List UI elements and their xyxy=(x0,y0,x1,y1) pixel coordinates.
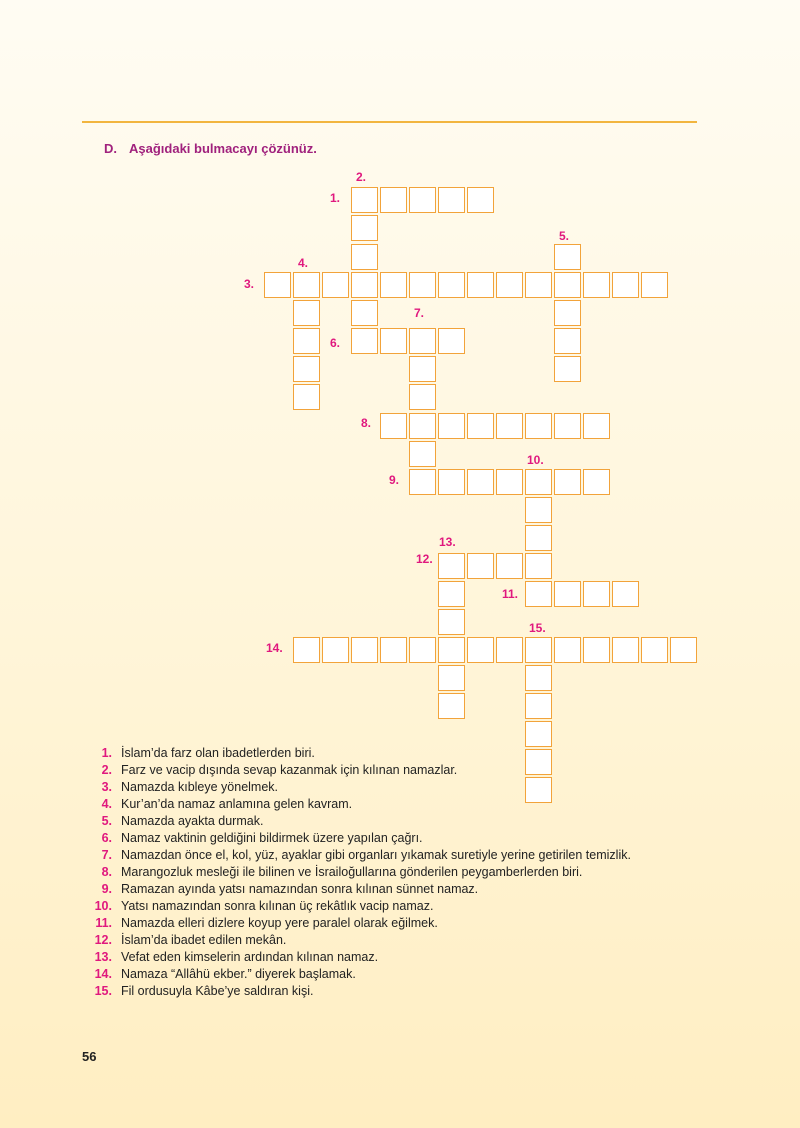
crossword-cell[interactable] xyxy=(438,469,465,495)
clue-item xyxy=(88,983,728,1000)
clue-item-text: Ramazan ayında yatsı namazından sonra kılınan sünnet namaz. xyxy=(121,882,479,896)
crossword-cell[interactable] xyxy=(583,637,610,663)
clue-item xyxy=(88,864,728,881)
clue-number-9: 9. xyxy=(389,473,400,487)
crossword-cell[interactable] xyxy=(409,187,436,213)
clue-item-text: Vefat eden kimselerin ardından kılınan namaz. xyxy=(121,950,379,964)
clue-item-text: Namazdan önce el, kol, yüz, ayaklar gibi organları yıkamak suretiyle yerine getirilen temizlik. xyxy=(121,848,631,862)
clue-item xyxy=(88,881,728,898)
clue-item-number: 14. xyxy=(94,967,112,981)
crossword-cell[interactable] xyxy=(670,637,697,663)
clue-item xyxy=(88,898,728,915)
clue-item-text: Namazda elleri dizlere koyup yere paralel olarak eğilmek. xyxy=(121,916,438,930)
clue-list xyxy=(88,745,728,1000)
clue-item xyxy=(88,915,728,932)
clue-number-8: 8. xyxy=(361,416,372,430)
crossword-cell[interactable] xyxy=(467,272,494,298)
clue-item-number: 7. xyxy=(101,848,112,862)
crossword-cell[interactable] xyxy=(409,272,436,298)
crossword-cell[interactable] xyxy=(409,441,436,467)
crossword-cell[interactable] xyxy=(380,187,407,213)
clue-item xyxy=(88,779,728,796)
crossword-cell[interactable] xyxy=(351,244,378,270)
clue-number-15: 15. xyxy=(529,621,546,635)
clue-number-4: 4. xyxy=(298,256,309,270)
crossword-cell[interactable] xyxy=(351,272,378,298)
crossword-cell[interactable] xyxy=(554,356,581,382)
clue-number-10: 10. xyxy=(527,453,544,467)
clue-number-3: 3. xyxy=(244,277,255,291)
crossword-cell[interactable] xyxy=(322,637,349,663)
crossword-cell[interactable] xyxy=(525,665,552,691)
clue-item-text: Marangozluk mesleği ile bilinen ve İsrailoğullarına gönderilen peygamberlerden biri. xyxy=(121,865,583,879)
crossword-cell[interactable] xyxy=(554,300,581,326)
clue-item xyxy=(88,762,728,779)
clue-item-number: 2. xyxy=(101,763,112,777)
clue-item xyxy=(88,932,728,949)
clue-item-number: 1. xyxy=(101,746,112,760)
crossword-cell[interactable] xyxy=(525,497,552,523)
crossword-cell[interactable] xyxy=(554,469,581,495)
clue-item-text: Farz ve vacip dışında sevap kazanmak için kılınan namazlar. xyxy=(121,763,458,777)
clue-item-text: Namazda ayakta durmak. xyxy=(121,814,264,828)
clue-item-text: Namaz vaktinin geldiğini bildirmek üzere yapılan çağrı. xyxy=(121,831,423,845)
crossword-cell[interactable] xyxy=(380,413,407,439)
crossword-cell[interactable] xyxy=(467,187,494,213)
clue-number-6: 6. xyxy=(330,336,341,350)
crossword-cell[interactable] xyxy=(496,637,523,663)
clue-item-text: Namazda kıbleye yönelmek. xyxy=(121,780,279,794)
crossword-cell[interactable] xyxy=(525,272,552,298)
crossword-cell[interactable] xyxy=(612,272,639,298)
crossword-cell[interactable] xyxy=(525,721,552,747)
crossword-cell[interactable] xyxy=(525,553,552,579)
crossword-cell[interactable] xyxy=(641,637,668,663)
clue-item xyxy=(88,847,728,864)
crossword-cell[interactable] xyxy=(351,637,378,663)
crossword-cell[interactable] xyxy=(554,328,581,354)
crossword-cell[interactable] xyxy=(380,328,407,354)
crossword-cell[interactable] xyxy=(467,553,494,579)
clue-item-text: İslam’da farz olan ibadetlerden biri. xyxy=(121,746,315,760)
crossword-cell[interactable] xyxy=(438,553,465,579)
section-letter: D. xyxy=(104,141,117,156)
clue-item-number: 15. xyxy=(94,984,112,998)
clue-item xyxy=(88,949,728,966)
crossword-cell[interactable] xyxy=(409,637,436,663)
crossword-cell[interactable] xyxy=(496,413,523,439)
crossword-cell[interactable] xyxy=(293,328,320,354)
crossword-cell[interactable] xyxy=(525,581,552,607)
crossword-cell[interactable] xyxy=(438,637,465,663)
crossword-cell[interactable] xyxy=(438,272,465,298)
crossword-cell[interactable] xyxy=(409,469,436,495)
crossword-cell[interactable] xyxy=(554,413,581,439)
crossword-cell[interactable] xyxy=(496,553,523,579)
clue-item-number: 5. xyxy=(101,814,112,828)
crossword-cell[interactable] xyxy=(525,525,552,551)
crossword-cell[interactable] xyxy=(612,637,639,663)
crossword-cell[interactable] xyxy=(583,413,610,439)
crossword-cell[interactable] xyxy=(264,272,291,298)
clue-item-number: 3. xyxy=(101,780,112,794)
clue-item-text: Namaza “Allâhü ekber.” diyerek başlamak. xyxy=(121,967,356,981)
clue-item-number: 6. xyxy=(101,831,112,845)
clue-item-number: 8. xyxy=(101,865,112,879)
clue-item-number: 9. xyxy=(101,882,112,896)
clue-item-number: 13. xyxy=(94,950,112,964)
clue-number-13: 13. xyxy=(439,535,456,549)
clue-item-number: 11. xyxy=(95,916,112,930)
crossword-cell[interactable] xyxy=(438,328,465,354)
crossword-cell[interactable] xyxy=(438,693,465,719)
clue-number-2: 2. xyxy=(356,170,367,184)
crossword-cell[interactable] xyxy=(293,384,320,410)
crossword-cell[interactable] xyxy=(293,356,320,382)
crossword-cell[interactable] xyxy=(293,272,320,298)
page-number: 56 xyxy=(82,1049,97,1064)
crossword-cell[interactable] xyxy=(409,356,436,382)
clue-item xyxy=(88,796,728,813)
crossword-cell[interactable] xyxy=(380,637,407,663)
clue-item-number: 4. xyxy=(101,797,112,811)
crossword-cell[interactable] xyxy=(467,637,494,663)
clue-item xyxy=(88,830,728,847)
clue-item xyxy=(88,745,728,762)
crossword-cell[interactable] xyxy=(525,637,552,663)
crossword-cell[interactable] xyxy=(583,581,610,607)
crossword-cell[interactable] xyxy=(438,581,465,607)
crossword-cell[interactable] xyxy=(351,328,378,354)
clue-item-text: Fil ordusuyla Kâbe’ye saldıran kişi. xyxy=(121,984,314,998)
crossword-cell[interactable] xyxy=(293,637,320,663)
crossword-cell[interactable] xyxy=(438,413,465,439)
crossword-cell[interactable] xyxy=(351,215,378,241)
crossword-cell[interactable] xyxy=(525,693,552,719)
clue-item-text: İslam’da ibadet edilen mekân. xyxy=(121,933,287,947)
crossword-cell[interactable] xyxy=(554,272,581,298)
clue-number-12: 12. xyxy=(416,552,433,566)
crossword-cell[interactable] xyxy=(380,272,407,298)
clue-item-number: 10. xyxy=(94,899,112,913)
crossword-cell[interactable] xyxy=(322,272,349,298)
crossword-cell[interactable] xyxy=(467,469,494,495)
clue-item-text: Yatsı namazından sonra kılınan üç rekâtlık vacip namaz. xyxy=(121,899,434,913)
clue-item xyxy=(88,813,728,830)
clue-number-1: 1. xyxy=(330,191,341,205)
crossword-cell[interactable] xyxy=(467,413,494,439)
crossword-cell[interactable] xyxy=(409,328,436,354)
crossword-cell[interactable] xyxy=(438,187,465,213)
clue-number-5: 5. xyxy=(559,229,570,243)
crossword-cell[interactable] xyxy=(554,244,581,270)
crossword-cell[interactable] xyxy=(351,187,378,213)
crossword-cell[interactable] xyxy=(583,272,610,298)
clue-number-14: 14. xyxy=(266,641,283,655)
clue-number-7: 7. xyxy=(414,306,425,320)
crossword-cell[interactable] xyxy=(612,581,639,607)
crossword-cell[interactable] xyxy=(293,300,320,326)
crossword-cell[interactable] xyxy=(438,665,465,691)
crossword-cell[interactable] xyxy=(554,637,581,663)
crossword-cell[interactable] xyxy=(496,469,523,495)
crossword-cell[interactable] xyxy=(409,413,436,439)
crossword-cell[interactable] xyxy=(409,384,436,410)
crossword-cell[interactable] xyxy=(641,272,668,298)
clue-item-number: 12. xyxy=(94,933,112,947)
clue-number-11: 11. xyxy=(502,587,519,601)
crossword-cell[interactable] xyxy=(438,609,465,635)
crossword-cell[interactable] xyxy=(351,300,378,326)
crossword-cell[interactable] xyxy=(525,469,552,495)
crossword-cell[interactable] xyxy=(525,413,552,439)
clue-item-text: Kur’an’da namaz anlamına gelen kavram. xyxy=(121,797,353,811)
section-title: Aşağıdaki bulmacayı çözünüz. xyxy=(129,141,317,156)
clue-item xyxy=(88,966,728,983)
crossword-cell[interactable] xyxy=(583,469,610,495)
crossword-cell[interactable] xyxy=(554,581,581,607)
crossword-cell[interactable] xyxy=(496,272,523,298)
